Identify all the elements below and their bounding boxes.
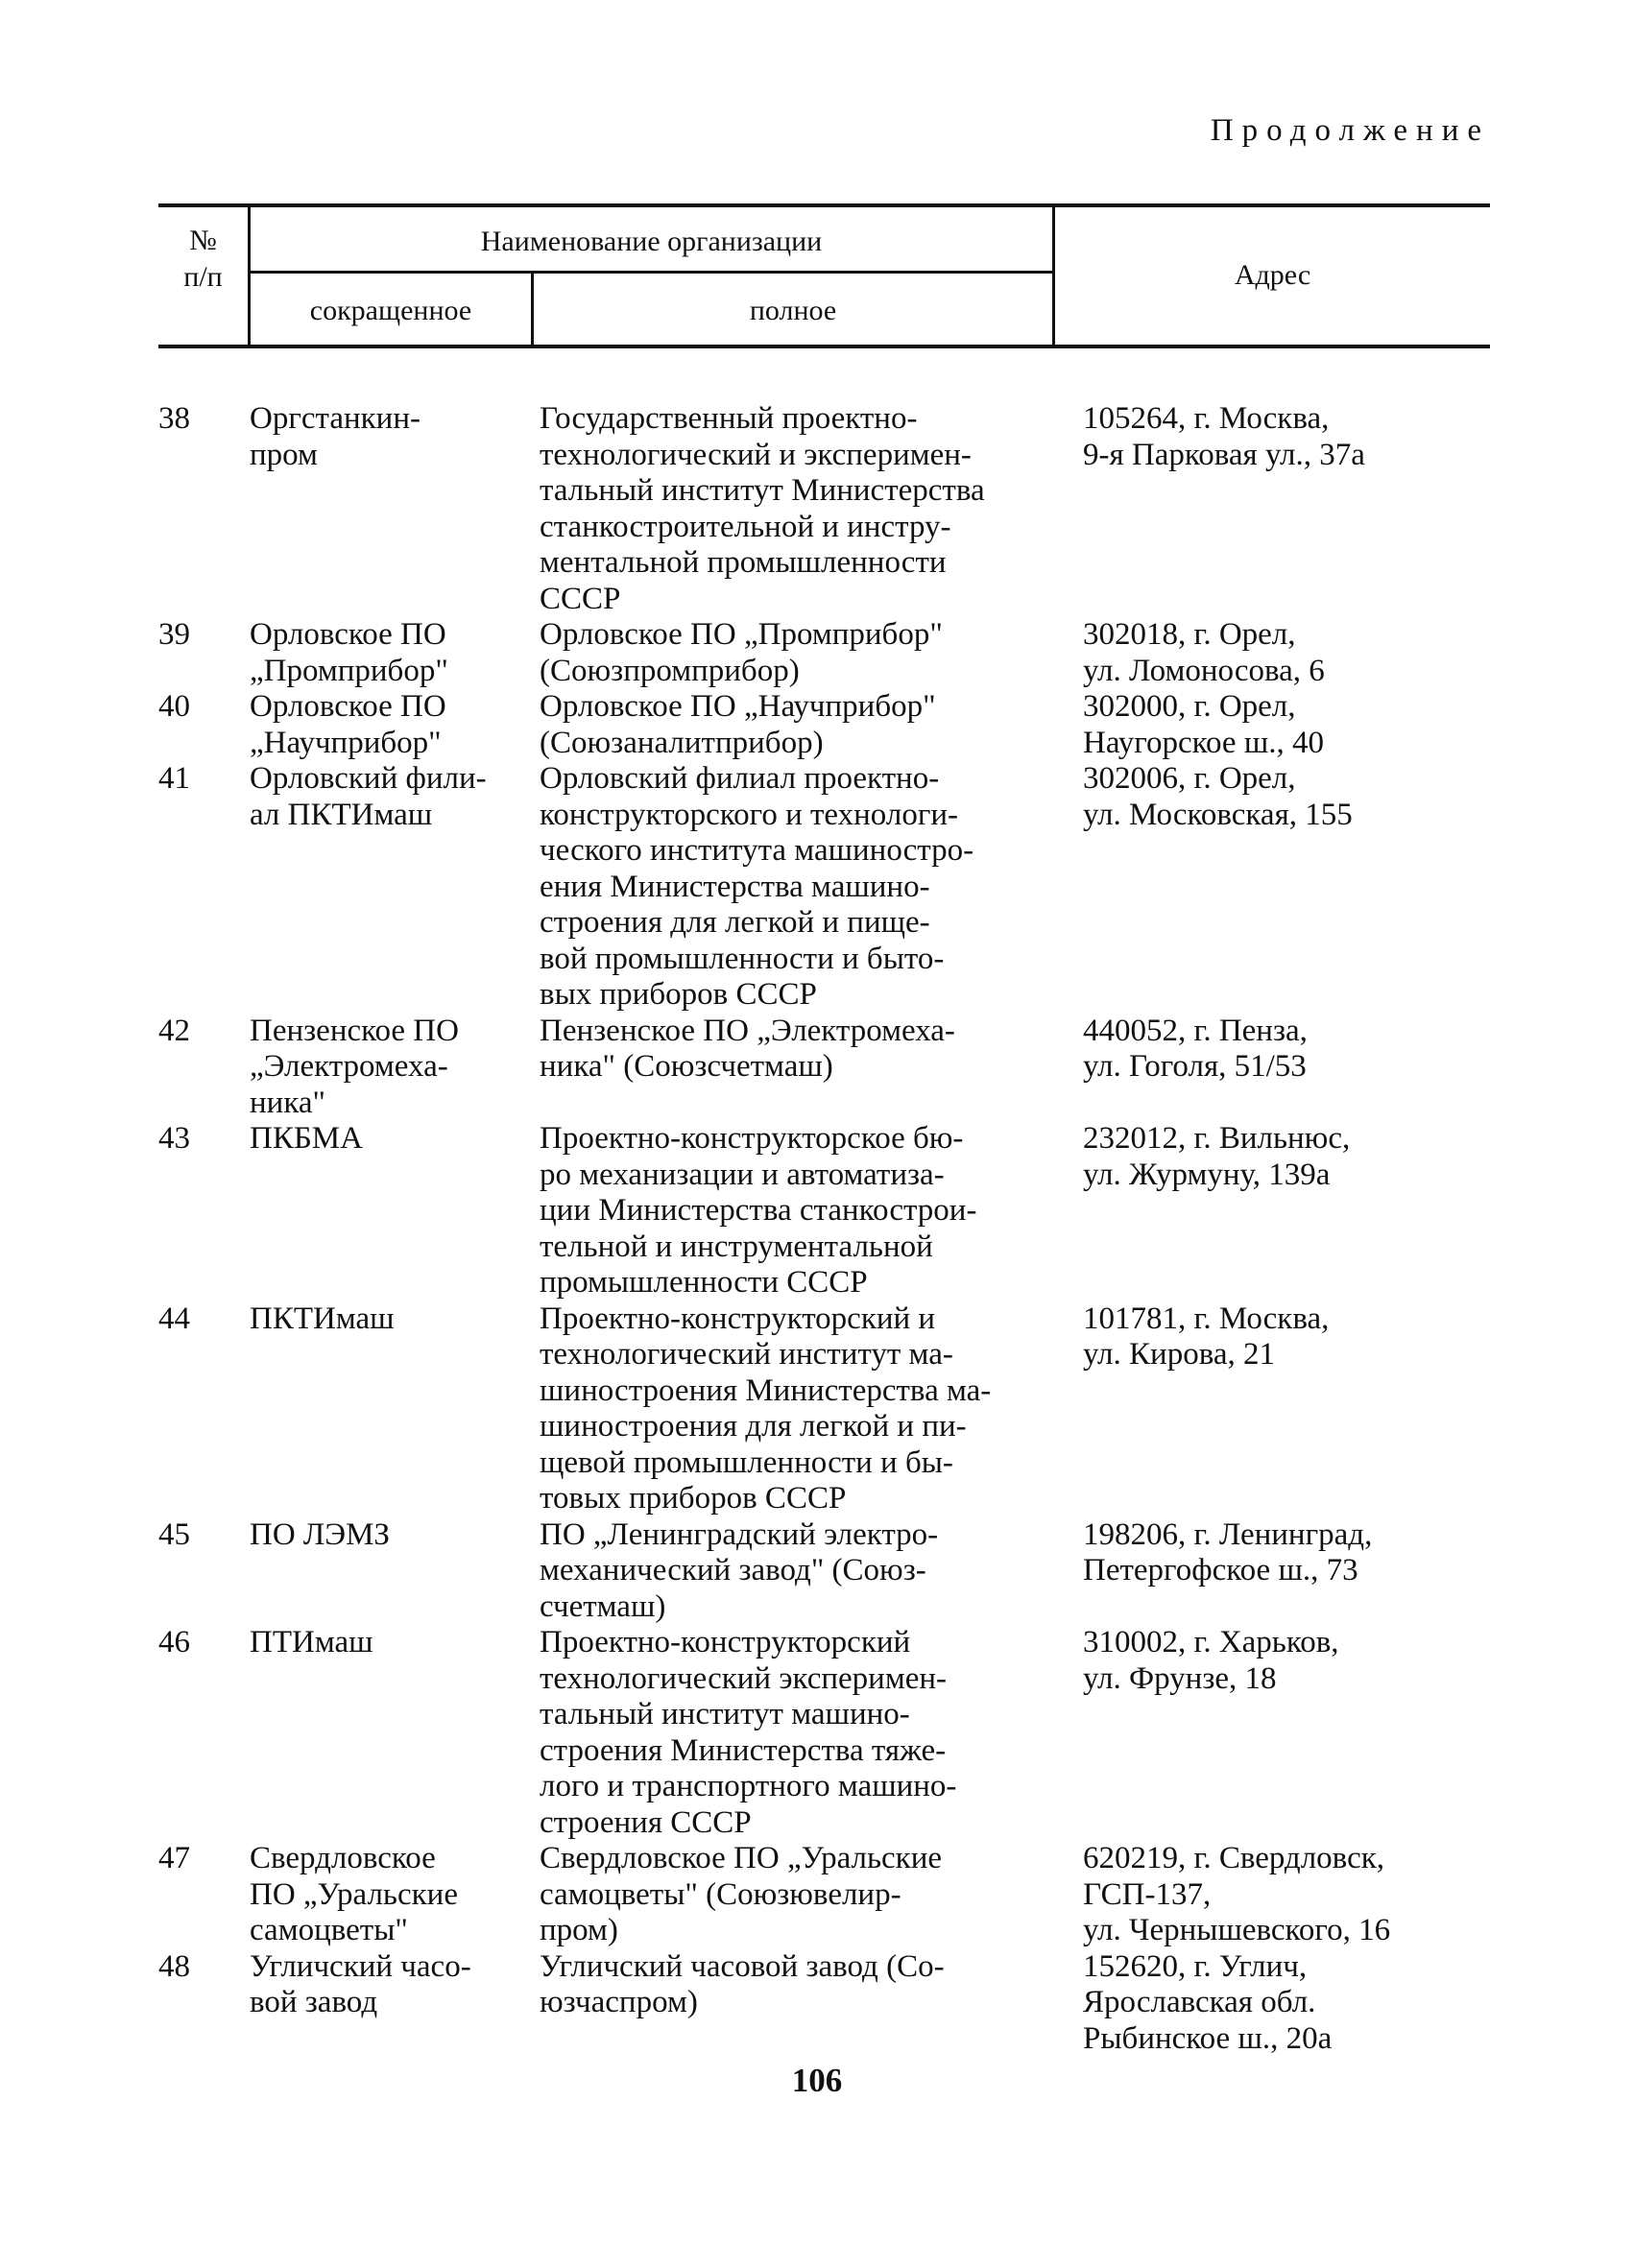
address-cell [1027, 761, 1490, 1014]
full-name-cell-line: ения Министерства машино- [540, 869, 930, 904]
row-number: 38 [158, 401, 190, 436]
row-number: 43 [158, 1121, 190, 1156]
table-row [158, 1625, 1490, 1841]
full-name-cell [540, 1517, 1027, 1626]
full-name-cell-line: технологический и эксперимен- [540, 437, 972, 472]
short-name-cell [250, 761, 540, 1014]
address-cell [1027, 1121, 1490, 1301]
full-name-cell-line: юзчаспром) [540, 1985, 698, 2019]
full-name-cell-line: технологический институт ма- [540, 1337, 953, 1372]
short-name-cell-line: пром [250, 437, 318, 472]
short-name-cell-line: Свердловское [250, 1841, 436, 1875]
header-num: № п/п [183, 225, 223, 293]
table-top-rule [158, 203, 1490, 207]
short-name-cell-line: самоцветы" [250, 1913, 408, 1947]
header-full-name: полное [749, 295, 837, 326]
address-cell-line: 310002, г. Харьков, [1083, 1625, 1339, 1659]
header-address: Адрес [1234, 259, 1311, 291]
continuation-label: Продолжение [1210, 113, 1490, 148]
address-cell [1027, 1517, 1490, 1626]
address-cell [1027, 1949, 1490, 2058]
address-cell [1027, 401, 1490, 617]
full-name-cell-line: станкостроительной и инстру- [540, 509, 951, 544]
short-name-cell-line: „Электромеха- [250, 1049, 448, 1084]
table-row [158, 1949, 1490, 2058]
full-name-cell-line: щевой промышленности и бы- [540, 1444, 953, 1480]
row-number: 39 [158, 617, 190, 652]
full-name-cell-line: технологический эксперимен- [540, 1660, 948, 1696]
full-name-cell-line: механический завод" (Союз- [540, 1553, 926, 1588]
full-name-cell [540, 761, 1027, 1014]
full-name-cell-line: Угличский часовой завод (Со- [540, 1948, 945, 1984]
full-name-cell-line: вой промышленности и быто- [540, 941, 945, 976]
full-name-cell-line: шиностроения для легкой и пи- [540, 1409, 967, 1444]
short-name-cell [250, 1517, 540, 1626]
full-name-cell [540, 1625, 1027, 1841]
short-name-cell-line: вой завод [250, 1985, 378, 2019]
address-cell-line: 198206, г. Ленинград, [1083, 1516, 1373, 1552]
short-name-cell-line: ПО „Уральские [250, 1876, 458, 1912]
full-name-cell-line: счетмаш) [540, 1588, 666, 1624]
full-name-cell-line: Пензенское ПО „Электромеха- [540, 1013, 955, 1048]
table-body [158, 401, 1490, 2057]
short-name-cell-line: ника" [250, 1085, 325, 1120]
full-name-cell-line: строения Министерства тяже- [540, 1732, 947, 1768]
full-name-cell-line: строения для легкой и пище- [540, 905, 930, 940]
address-cell [1027, 1301, 1490, 1517]
row-number: 46 [158, 1625, 190, 1659]
short-name-cell-line: Орловское ПО [250, 617, 446, 652]
address-cell [1027, 689, 1490, 761]
row-number: 42 [158, 1013, 190, 1048]
address-cell-line: 302000, г. Орел, [1083, 689, 1296, 724]
short-name-cell-line: ПКТИмаш [250, 1301, 395, 1336]
address-cell-line: 302018, г. Орел, [1083, 617, 1296, 652]
full-name-cell [540, 1301, 1027, 1517]
row-number: 48 [158, 1948, 190, 1984]
full-name-cell-line: самоцветы" (Союзювелир- [540, 1876, 901, 1912]
short-name-cell [250, 1949, 540, 2058]
address-cell-line: 105264, г. Москва, [1083, 401, 1330, 436]
short-name-cell-line: ПКБМА [250, 1121, 363, 1156]
table-row [158, 761, 1490, 1014]
full-name-cell-line: ческого института машиностро- [540, 833, 974, 868]
address-cell-line: Ярославская обл. [1083, 1985, 1316, 2019]
short-name-cell-line: ПТИмаш [250, 1625, 373, 1659]
short-name-cell [250, 1841, 540, 1949]
short-name-cell [250, 1301, 540, 1517]
address-cell-line: ул. Чернышевского, 16 [1083, 1913, 1391, 1947]
full-name-cell-line: ментальной промышленности [540, 545, 947, 580]
address-cell-line: Наугорское ш., 40 [1083, 725, 1324, 760]
row-number: 41 [158, 761, 190, 796]
table-row [158, 689, 1490, 761]
address-cell-line: 620219, г. Свердловск, [1083, 1841, 1384, 1875]
full-name-cell-line: Свердловское ПО „Уральские [540, 1841, 943, 1875]
address-cell [1027, 1625, 1490, 1841]
full-name-cell-line: ПО „Ленинградский электро- [540, 1516, 939, 1552]
short-name-cell [250, 1014, 540, 1122]
row-number: 40 [158, 689, 190, 724]
address-cell-line: Рыбинское ш., 20а [1083, 2020, 1333, 2056]
row-number: 44 [158, 1301, 190, 1336]
address-cell-line: ул. Фрунзе, 18 [1083, 1660, 1277, 1696]
short-name-cell [250, 689, 540, 761]
full-name-cell-line: Орловское ПО „Промприбор" [540, 617, 943, 652]
full-name-cell-line: Проектно-конструкторское бю- [540, 1121, 964, 1156]
table-header-bottom-rule [158, 345, 1490, 348]
table-row [158, 1014, 1490, 1122]
table-row [158, 1301, 1490, 1517]
short-name-cell [250, 617, 540, 689]
full-name-cell-line: ника" (Союзсчетмаш) [540, 1049, 833, 1084]
full-name-cell [540, 1014, 1027, 1122]
full-name-cell-line: промышленности СССР [540, 1265, 868, 1300]
address-cell-line: ул. Ломоносова, 6 [1083, 653, 1325, 688]
full-name-cell-line: конструкторского и технологи- [540, 797, 959, 832]
address-cell [1027, 617, 1490, 689]
full-name-cell-line: тальный институт Министерства [540, 473, 985, 508]
row-number: 45 [158, 1516, 190, 1552]
full-name-cell [540, 689, 1027, 761]
full-name-cell [540, 1841, 1027, 1949]
full-name-cell-line: Проектно-конструкторский и [540, 1301, 936, 1336]
row-number: 47 [158, 1841, 190, 1875]
address-cell-line: 302006, г. Орел, [1083, 761, 1296, 796]
full-name-cell-line: Орловский филиал проектно- [540, 761, 940, 796]
address-cell-line: 152620, г. Углич, [1083, 1948, 1308, 1984]
full-name-cell-line: пром) [540, 1913, 618, 1947]
full-name-cell-line: лого и транспортного машино- [540, 1769, 957, 1803]
table-row [158, 1841, 1490, 1949]
address-cell [1027, 1841, 1490, 1949]
table-row [158, 617, 1490, 689]
address-cell-line: 101781, г. Москва, [1083, 1301, 1330, 1336]
short-name-cell-line: ПО ЛЭМЗ [250, 1516, 390, 1552]
address-cell-line: 232012, г. Вильнюс, [1083, 1121, 1351, 1156]
short-name-cell-line: Оргстанкин- [250, 401, 421, 436]
address-cell-line: Петергофское ш., 73 [1083, 1553, 1358, 1588]
address-cell [1027, 1014, 1490, 1122]
full-name-cell-line: Государственный проектно- [540, 401, 918, 436]
table-row [158, 1121, 1490, 1301]
address-cell-line: 9-я Парковая ул., 37а [1083, 437, 1365, 472]
short-name-cell [250, 1121, 540, 1301]
full-name-cell-line: (Союзпромприбор) [540, 653, 800, 688]
full-name-cell-line: СССР [540, 581, 621, 616]
short-name-cell-line: Орловский фили- [250, 761, 487, 796]
full-name-cell [540, 1121, 1027, 1301]
full-name-cell-line: вых приборов СССР [540, 977, 817, 1012]
address-cell-line: 440052, г. Пенза, [1083, 1013, 1308, 1048]
address-cell-line: ул. Журмуну, 139а [1083, 1157, 1331, 1192]
header-short-name: сокращенное [309, 295, 472, 326]
full-name-cell-line: шиностроения Министерства ма- [540, 1373, 992, 1408]
full-name-cell-line: ро механизации и автоматиза- [540, 1157, 945, 1192]
full-name-cell [540, 1949, 1027, 2058]
header-name-group: Наименование организации [480, 226, 823, 257]
address-cell-line: ГСП-137, [1083, 1876, 1212, 1912]
address-cell-line: ул. Кирова, 21 [1083, 1337, 1275, 1372]
full-name-cell-line: Проектно-конструкторский [540, 1625, 911, 1659]
short-name-cell [250, 401, 540, 617]
full-name-cell-line: Орловское ПО „Научприбор" [540, 689, 936, 724]
short-name-cell [250, 1625, 540, 1841]
full-name-cell-line: (Союзаналитприбор) [540, 725, 824, 760]
short-name-cell-line: „Промприбор" [250, 653, 448, 688]
header-subrule [248, 271, 1052, 274]
short-name-cell-line: Пензенское ПО [250, 1013, 459, 1048]
page-number: 106 [791, 2062, 843, 2099]
short-name-cell-line: ал ПКТИмаш [250, 797, 433, 832]
full-name-cell-line: товых приборов СССР [540, 1481, 847, 1516]
table-row [158, 401, 1490, 617]
address-cell-line: ул. Гоголя, 51/53 [1083, 1049, 1307, 1084]
short-name-cell-line: Угличский часо- [250, 1948, 471, 1984]
address-cell-line: ул. Московская, 155 [1083, 797, 1353, 832]
short-name-cell-line: „Научприбор" [250, 725, 442, 760]
short-name-cell-line: Орловское ПО [250, 689, 446, 724]
full-name-cell-line: тельной и инструментальной [540, 1229, 933, 1264]
full-name-cell-line: ции Министерства станкострои- [540, 1193, 977, 1228]
full-name-cell [540, 401, 1027, 617]
table-row [158, 1517, 1490, 1626]
full-name-cell [540, 617, 1027, 689]
full-name-cell-line: тальный институт машино- [540, 1697, 910, 1731]
full-name-cell-line: строения СССР [540, 1804, 752, 1840]
